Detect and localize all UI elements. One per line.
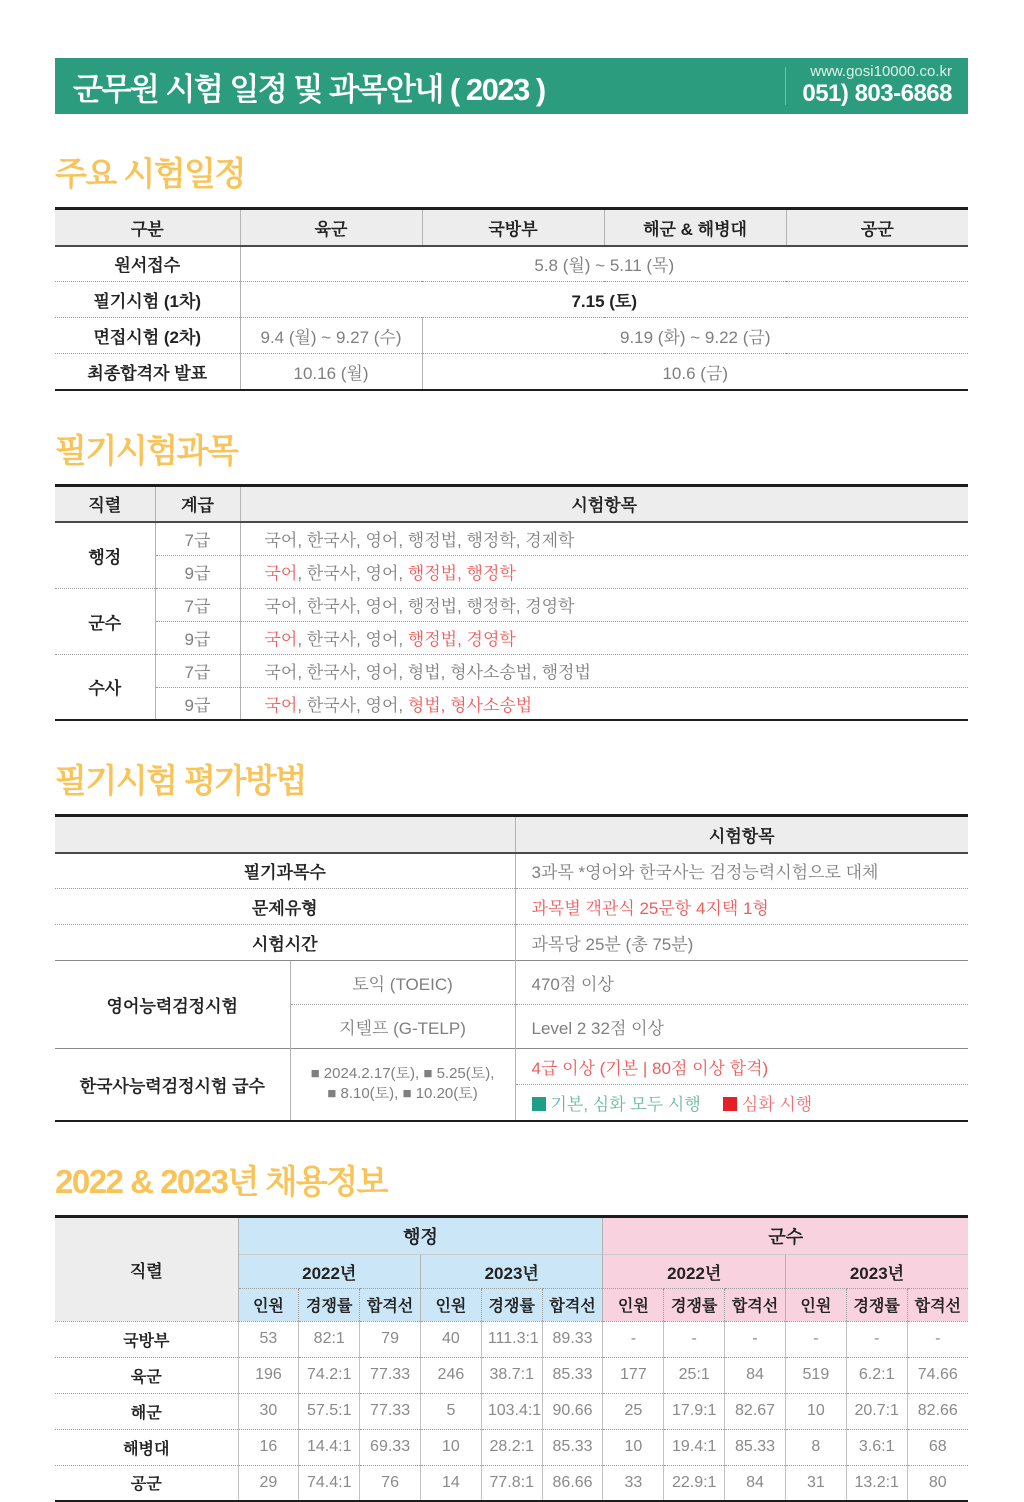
grade-label: 9급	[155, 621, 240, 654]
cell-value: 69.33	[360, 1429, 421, 1465]
subjects-header-row	[55, 485, 968, 522]
cell-value: 3.6:1	[846, 1429, 907, 1465]
sub-col-header: 인원	[785, 1288, 846, 1321]
legend-advanced-label: 심화 시행	[742, 1095, 812, 1114]
website-url: www.gosi10000.co.kr	[802, 64, 952, 81]
cell-value: 13.2:1	[846, 1465, 907, 1501]
row-label: 문제유형	[55, 889, 515, 925]
cell-value: 77.33	[360, 1393, 421, 1429]
cell-value: 85.33	[725, 1429, 786, 1465]
cell-value: 196	[238, 1357, 299, 1393]
cell-value: 38.7:1	[481, 1357, 542, 1393]
schedule-col-header: 육군	[240, 209, 422, 246]
subject-list: 국어, 한국사, 영어, 행정법, 행정학, 경제학	[240, 522, 968, 555]
cell-value: 76	[360, 1465, 421, 1501]
evaluation-col-header: 시험항목	[515, 816, 968, 853]
sub-col-header: 합격선	[907, 1288, 968, 1321]
cell-value: 17.9:1	[664, 1393, 725, 1429]
cell-value: 85.33	[542, 1429, 603, 1465]
cell-value: 10.16 (월)	[240, 354, 422, 390]
section-title-recruitment: 2022 & 2023년 채용정보	[55, 1156, 968, 1203]
sub-col-header: 경쟁률	[481, 1288, 542, 1321]
row-label: 시험시간	[55, 925, 515, 961]
row-label: 필기시험 (1차)	[55, 282, 240, 318]
cell-value: 29	[238, 1465, 299, 1501]
cell-value: -	[846, 1321, 907, 1357]
legend-basic-label: 기본, 심화 모두 시행	[551, 1095, 701, 1114]
subjects-col-header: 직렬	[55, 485, 155, 522]
cell-value: 84	[725, 1357, 786, 1393]
cell-value: 90.66	[542, 1393, 603, 1429]
subject-list: 국어, 한국사, 영어, 행정법, 경영학	[240, 621, 968, 654]
sub-col-header: 경쟁률	[299, 1288, 360, 1321]
cell-value: 86.66	[542, 1465, 603, 1501]
cell-value: 22.9:1	[664, 1465, 725, 1501]
row-label: 필기과목수	[55, 853, 515, 889]
row-label: 영어능력검정시험	[55, 961, 290, 1049]
sub-col-header: 합격선	[542, 1288, 603, 1321]
cell-value: 82.66	[907, 1393, 968, 1429]
cell-value: 6.2:1	[846, 1357, 907, 1393]
table-row	[55, 1049, 968, 1085]
table-row	[55, 654, 968, 687]
cell-value: 25	[603, 1393, 664, 1429]
cell-value: 57.5:1	[299, 1393, 360, 1429]
cell-value: 89.33	[542, 1321, 603, 1357]
cell-value: 77.8:1	[481, 1465, 542, 1501]
table-row	[55, 588, 968, 621]
table-row	[55, 1393, 968, 1429]
table-row	[55, 621, 968, 654]
subject-list: 국어, 한국사, 영어, 형법, 형사소송법	[240, 687, 968, 720]
cell-value: Level 2 32점 이상	[515, 1005, 968, 1049]
sub-row-label: 토익 (TOEIC)	[290, 961, 515, 1005]
cell-value: 4급 이상 (기본 | 80점 이상 합격)	[515, 1049, 968, 1085]
table-row	[55, 1357, 968, 1393]
schedule-header-row	[55, 209, 968, 246]
evaluation-header-spacer	[55, 816, 515, 853]
recruitment-table	[55, 1215, 968, 1502]
table-row	[55, 522, 968, 555]
cell-value: -	[664, 1321, 725, 1357]
cell-value: -	[725, 1321, 786, 1357]
advanced-legend-square-icon	[723, 1097, 737, 1111]
grade-label: 7급	[155, 522, 240, 555]
row-label: 국방부	[55, 1321, 238, 1357]
cell-value: 5.8 (월) ~ 5.11 (목)	[240, 246, 968, 282]
sub-col-header: 인원	[238, 1288, 299, 1321]
category-label: 군수	[55, 588, 155, 654]
basic-legend-square-icon	[532, 1097, 546, 1111]
page	[55, 58, 968, 1502]
cell-value: 519	[785, 1357, 846, 1393]
cell-value: 74.66	[907, 1357, 968, 1393]
cell-value: 14.4:1	[299, 1429, 360, 1465]
cell-value: 74.4:1	[299, 1465, 360, 1501]
sub-row-label: 지텔프 (G-TELP)	[290, 1005, 515, 1049]
cell-value: 25:1	[664, 1357, 725, 1393]
cell-value: 82.67	[725, 1393, 786, 1429]
cell-value: 30	[238, 1393, 299, 1429]
cell-value: 74.2:1	[299, 1357, 360, 1393]
table-row	[55, 555, 968, 588]
table-row	[55, 853, 968, 889]
table-row	[55, 889, 968, 925]
row-header: 직렬	[55, 1216, 238, 1321]
evaluation-table	[55, 814, 968, 1122]
row-label: 최종합격자 발표	[55, 354, 240, 390]
year-header: 2023년	[420, 1254, 602, 1288]
cell-value: 80	[907, 1465, 968, 1501]
cell-value: 68	[907, 1429, 968, 1465]
sub-col-header: 경쟁률	[846, 1288, 907, 1321]
cell-value: 8	[785, 1429, 846, 1465]
cell-value: 85.33	[542, 1357, 603, 1393]
banner-contact-block	[785, 58, 952, 114]
cell-value: 10	[420, 1429, 481, 1465]
table-row	[55, 354, 968, 390]
exam-dates: ■ 2024.2.17(토), ■ 5.25(토), ■ 8.10(토), ■ 10.20(토)	[290, 1049, 515, 1121]
cell-value: 111.3:1	[481, 1321, 542, 1357]
schedule-col-header: 공군	[786, 209, 968, 246]
cell-value: 77.33	[360, 1357, 421, 1393]
cell-value: 10	[785, 1393, 846, 1429]
year-header: 2023년	[785, 1254, 968, 1288]
row-label: 공군	[55, 1465, 238, 1501]
cell-value: 82:1	[299, 1321, 360, 1357]
schedule-col-header: 구분	[55, 209, 240, 246]
category-label: 행정	[55, 522, 155, 588]
cell-value: -	[785, 1321, 846, 1357]
grade-label: 9급	[155, 555, 240, 588]
sub-col-header: 합격선	[725, 1288, 786, 1321]
table-row	[55, 687, 968, 720]
cell-value: 79	[360, 1321, 421, 1357]
table-row	[55, 282, 968, 318]
cell-value: 246	[420, 1357, 481, 1393]
section-title-subjects: 필기시험과목	[55, 425, 968, 472]
subject-list: 국어, 한국사, 영어, 행정법, 행정학, 경영학	[240, 588, 968, 621]
cell-value: 19.4:1	[664, 1429, 725, 1465]
row-label: 해군	[55, 1393, 238, 1429]
row-label: 육군	[55, 1357, 238, 1393]
cell-value: 14	[420, 1465, 481, 1501]
cell-value: 33	[603, 1465, 664, 1501]
row-label: 원서접수	[55, 246, 240, 282]
schedule-col-header: 해군 & 해병대	[604, 209, 786, 246]
cell-value: 10	[603, 1429, 664, 1465]
year-header: 2022년	[603, 1254, 785, 1288]
row-label: 면접시험 (2차)	[55, 318, 240, 354]
cell-value: -	[603, 1321, 664, 1357]
header-banner	[55, 58, 968, 114]
cell-value: 7.15 (토)	[240, 282, 968, 318]
banner-divider	[785, 67, 786, 105]
cell-value: 과목당 25분 (총 75분)	[515, 925, 968, 961]
cell-value: -	[907, 1321, 968, 1357]
table-row	[55, 1321, 968, 1357]
row-label: 한국사능력검정시험 급수	[55, 1049, 290, 1121]
cell-value: 28.2:1	[481, 1429, 542, 1465]
cell-value: 470점 이상	[515, 961, 968, 1005]
cell-value: 10.6 (금)	[422, 354, 968, 390]
subject-list: 국어, 한국사, 영어, 행정법, 행정학	[240, 555, 968, 588]
table-row	[55, 925, 968, 961]
page-title: 군무원 시험 일정 및 과목안내 ( 2023 )	[73, 64, 545, 109]
year-header: 2022년	[238, 1254, 420, 1288]
table-row	[55, 961, 968, 1005]
cell-value: 20.7:1	[846, 1393, 907, 1429]
cell-value: 3과목 *영어와 한국사는 검정능력시험으로 대체	[515, 853, 968, 889]
evaluation-header-row	[55, 816, 968, 853]
category-label: 수사	[55, 654, 155, 720]
sub-col-header: 인원	[603, 1288, 664, 1321]
cell-value: 40	[420, 1321, 481, 1357]
schedule-table	[55, 207, 968, 391]
recruitment-header-row	[55, 1216, 968, 1254]
schedule-col-header: 국방부	[422, 209, 604, 246]
group-header-logistics: 군수	[603, 1216, 968, 1254]
section-title-evaluation: 필기시험 평가방법	[55, 755, 968, 802]
grade-label: 7급	[155, 588, 240, 621]
cell-value: 5	[420, 1393, 481, 1429]
subjects-col-header: 시험항목	[240, 485, 968, 522]
subjects-col-header: 계급	[155, 485, 240, 522]
table-row	[55, 318, 968, 354]
cell-value: 9.19 (화) ~ 9.22 (금)	[422, 318, 968, 354]
section-title-schedule: 주요 시험일정	[55, 148, 968, 195]
legend	[515, 1085, 968, 1121]
table-row	[55, 246, 968, 282]
row-label: 해병대	[55, 1429, 238, 1465]
cell-value: 177	[603, 1357, 664, 1393]
subjects-table	[55, 484, 968, 722]
table-row	[55, 1465, 968, 1501]
subject-list: 국어, 한국사, 영어, 형법, 형사소송법, 행정법	[240, 654, 968, 687]
cell-value: 103.4:1	[481, 1393, 542, 1429]
grade-label: 9급	[155, 687, 240, 720]
sub-col-header: 경쟁률	[664, 1288, 725, 1321]
table-row	[55, 1429, 968, 1465]
grade-label: 7급	[155, 654, 240, 687]
cell-value: 31	[785, 1465, 846, 1501]
cell-value: 16	[238, 1429, 299, 1465]
cell-value: 9.4 (월) ~ 9.27 (수)	[240, 318, 422, 354]
cell-value: 84	[725, 1465, 786, 1501]
sub-col-header: 합격선	[360, 1288, 421, 1321]
cell-value: 과목별 객관식 25문항 4지택 1형	[515, 889, 968, 925]
sub-col-header: 인원	[420, 1288, 481, 1321]
phone-number: 051) 803-6868	[802, 81, 952, 108]
group-header-admin: 행정	[238, 1216, 603, 1254]
cell-value: 53	[238, 1321, 299, 1357]
